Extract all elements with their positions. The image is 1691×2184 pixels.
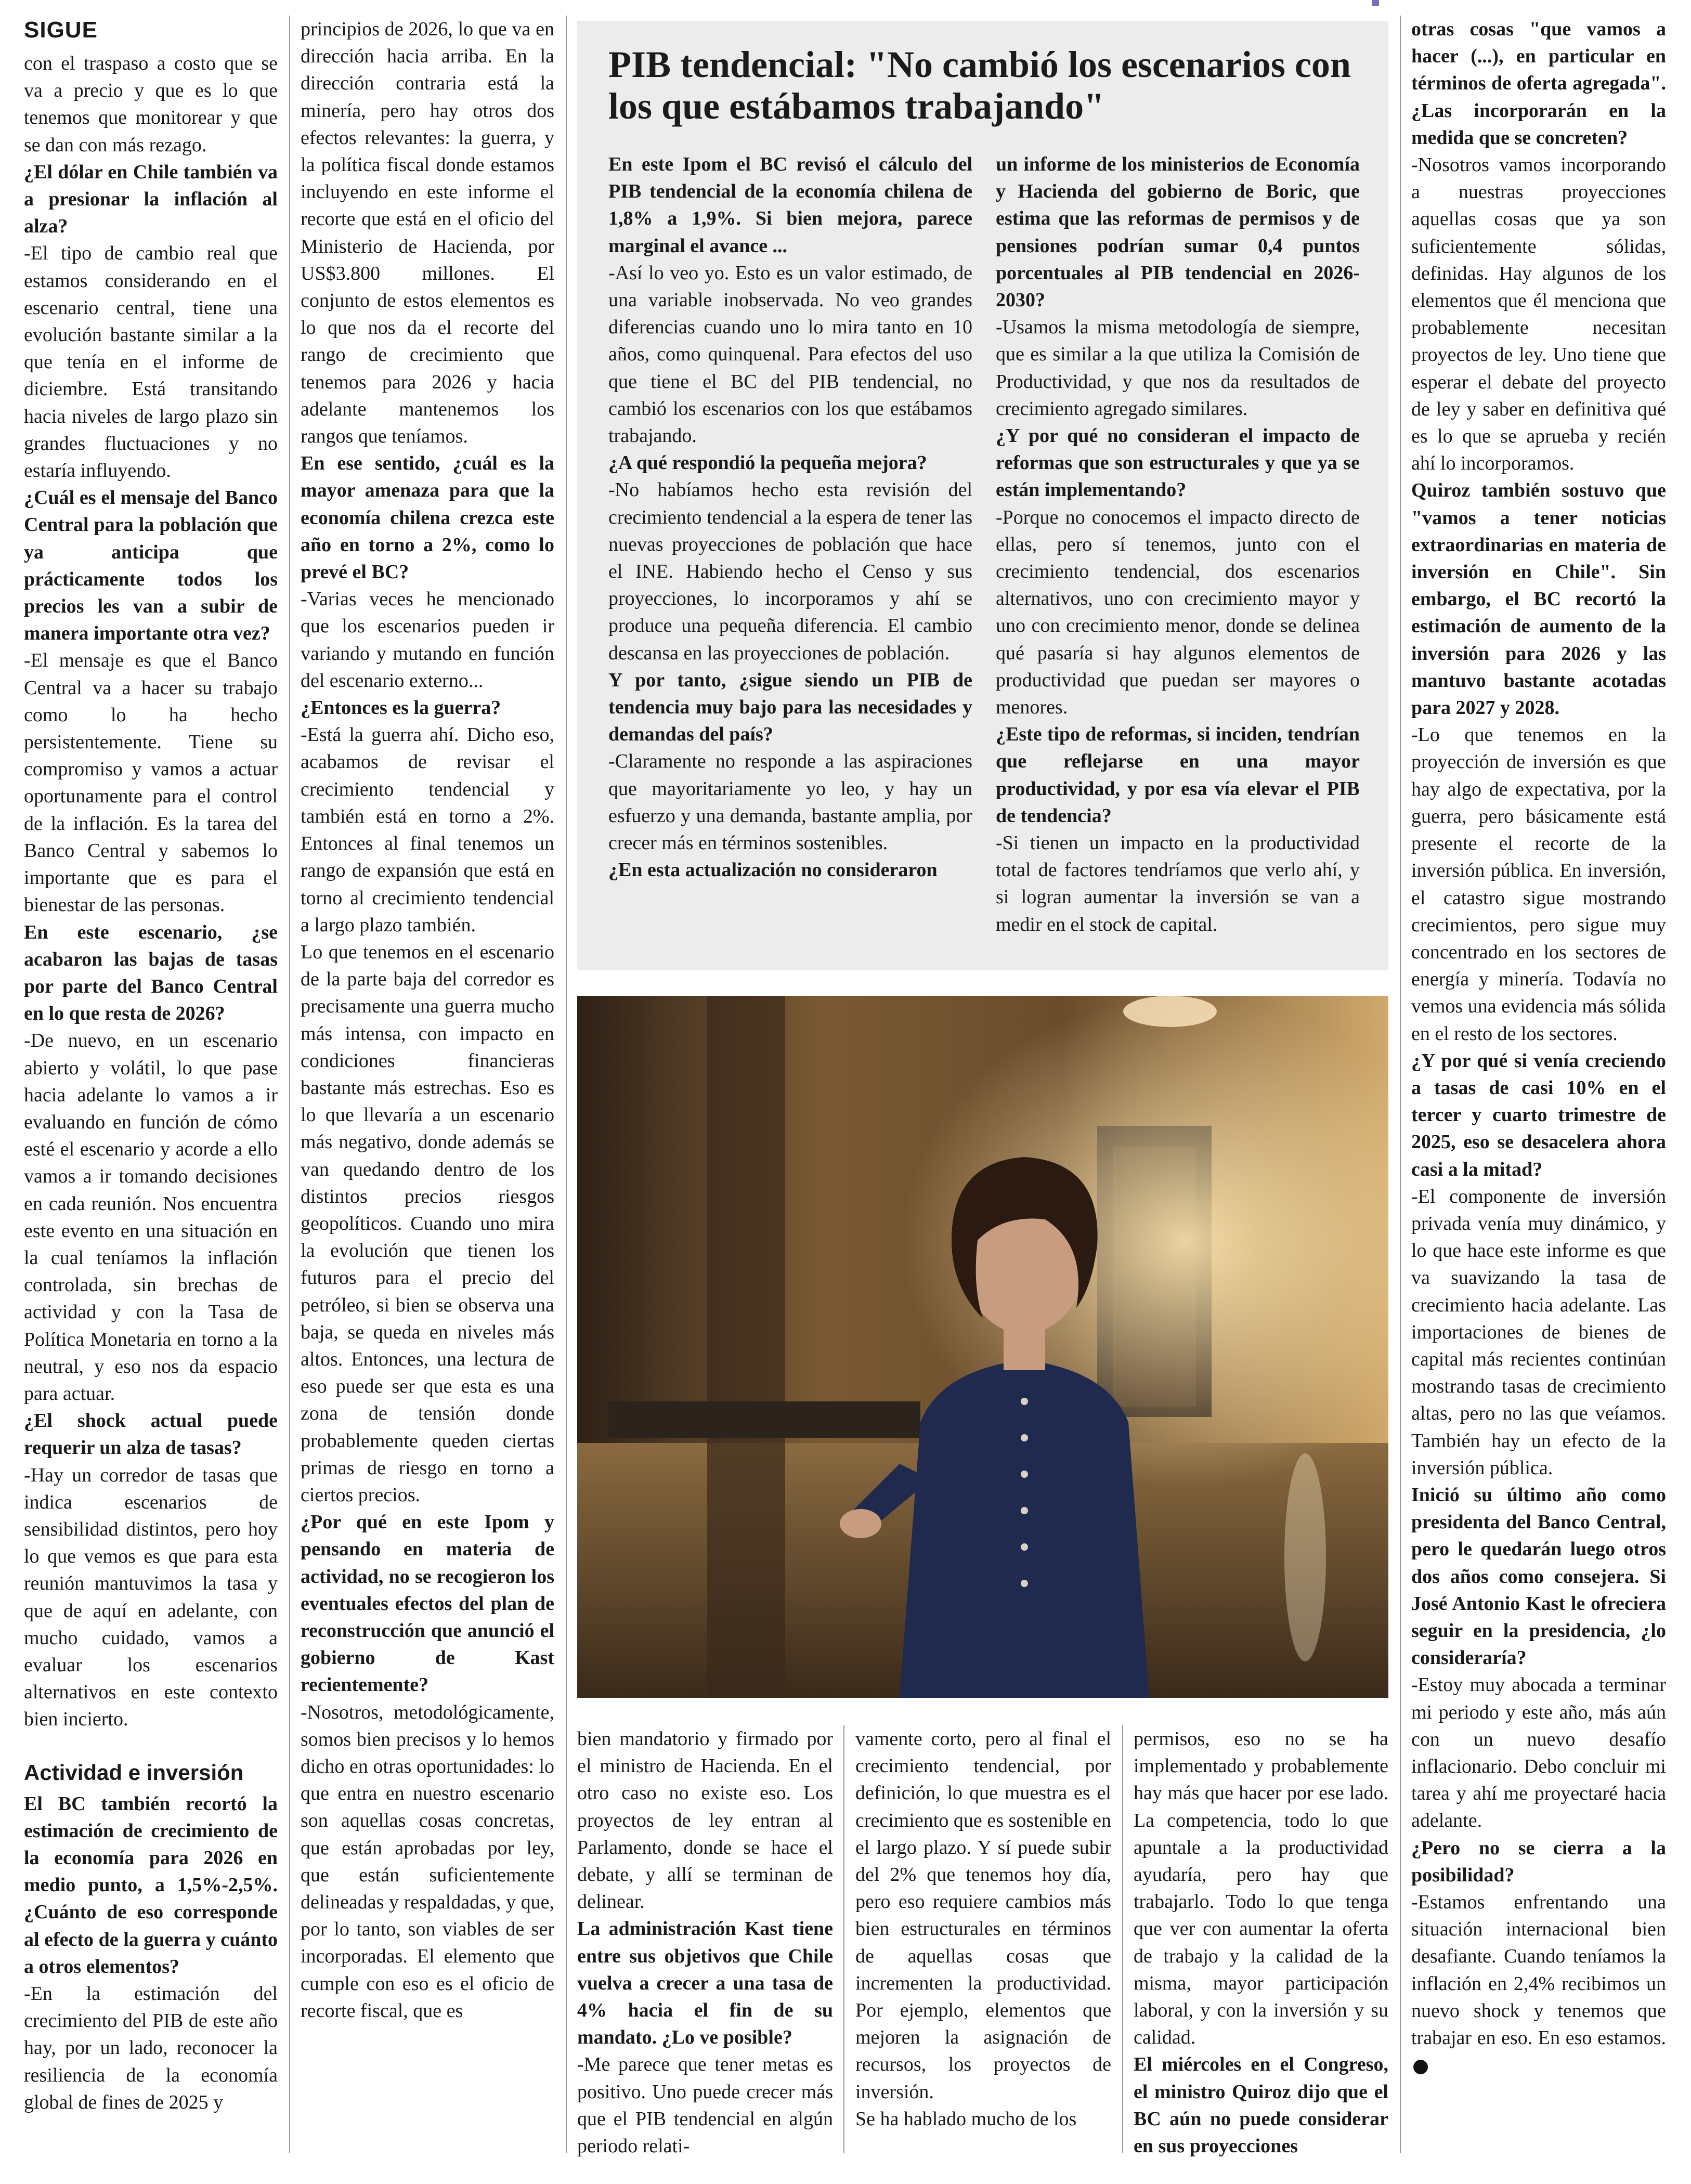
- question: En este Ipom el BC revisó el cálculo del PIB tendencial de la economía chilena de 1,8% a 1,9%. Si bien mejora, parece marginal el avance ...: [608, 153, 972, 257]
- column-divider: [289, 16, 290, 2153]
- answer: Lo que tenemos en el escenario de la parte baja del corredor es precisamente una guerra mucho más intensa, con impacto en condiciones financieras bastante más estrechas. Eso es lo que llevaría a un escenario más negativo, donde además se van quedando dentro de los distintos precios riesgos geopolíticos. Cuando uno mira la evolución que tienen los futuros para el precio del petróleo, si bien se observa una baja, se queda en niveles más altos. Entonces, una lectura de eso puede ser que esta es una zona de tensión donde probablemente queden ciertas primas de riesgo en torno a ciertos precios.: [301, 941, 554, 1506]
- portrait-photo: [577, 996, 1388, 1698]
- answer: -Estoy muy abocada a terminar mi periodo y este año, más aún con un nuevo desafío inflacionario. Debo concluir mi tarea y ahí me proyectaré hacia adelante.: [1411, 1674, 1666, 1832]
- question: En este escenario, ¿se acabaron las bajas de tasas por parte del Banco Central en lo que resta de 2026?: [24, 921, 278, 1025]
- box-title: PIB tendencial: "No cambió los escenarios con los que estábamos trabajando": [608, 44, 1351, 127]
- question: ¿Este tipo de reformas, si inciden, tendrían que reflejarse en una mayor productividad, y por esa vía elevar el PIB de tendencia?: [996, 723, 1360, 827]
- answer: -Usamos la misma metodología de siempre, que es similar a la que utiliza la Comisión de Productividad, y que nos da resultados de crecimiento agregado similares.: [996, 316, 1360, 420]
- column-3-bottom: [577, 1725, 833, 2160]
- answer: -Lo que tenemos en la proyección de inversión es que hay algo de expectativa, por la guerra, pero básicamente está presente el recorte de la inversión pública. En inversión, el catastro sigue mostrando crecimientos, pero sigue muy concentrado en los sectores de energía y minería. Todavía no vemos una evidencia más sólida en el resto de los sectores.: [1411, 724, 1666, 1045]
- column-divider: [566, 16, 567, 2153]
- answer: -Nosotros vamos incorporando a nuestras proyecciones aquellas cosas que ya son suficientemente sólidas, definidas. Hay algunos de los elementos que él menciona que probablemente necesitan proyectos de ley. Uno tiene que esperar el debate del proyecto de ley y saber en definitiva qué es lo que se aprueba y recién ahí lo incorporamos.: [1411, 154, 1666, 475]
- answer: -El tipo de cambio real que estamos considerando en el escenario central, tiene una evolución bastante similar a la que tenía en el informe de diciembre. Está transitando hacia niveles de largo plazo sin grandes fluctuaciones y no estaría influyendo.: [24, 242, 278, 482]
- answer: -En la estimación del crecimiento del PIB de este año hay, por un lado, reconocer la resiliencia de la economía global de fines de 2025 y: [24, 1983, 278, 2113]
- column-5-bottom: [1134, 1725, 1388, 2160]
- answer: [1411, 1889, 1666, 2078]
- answer: permisos, eso no se ha implementado y probablemente hay más que hacer por ese lado. La competencia, todo lo que apuntale a la productividad ayudaría, pero hay que trabajarlo. Todo lo que tenga que ver con aumentar la oferta de trabajo y la calidad de la misma, mayor participación laboral, y con la inversión y su calidad.: [1134, 1728, 1388, 2049]
- question: ¿El shock actual puede requerir un alza de tasas?: [24, 1410, 278, 1459]
- column-6: [1411, 16, 1666, 2078]
- question: ¿En esta actualización no consideraron: [608, 859, 938, 881]
- question: ¿Pero no se cierra a la posibilidad?: [1411, 1837, 1666, 1886]
- sidebar-box-pib-tendencial: [577, 21, 1388, 970]
- answer-text: -Estamos enfrentando una situación internacional bien desafiante. Cuando teníamos la inflación en 2,4% recibimos un nuevo shock y tenemos que trabajar en eso. En eso estamos.: [1411, 1891, 1666, 2049]
- answer: vamente corto, pero al final el crecimiento tendencial, por definición, lo que muestra es el crecimiento que es sostenible en el largo plazo. Y sí puede subir del 2% que tenemos hoy día, pero eso requiere cambios más bien estructurales en términos de aquellas cosas que incrementen la productividad. Por ejemplo, elementos que mejoren la asignación de recursos, los proyectos de inversión.: [855, 1728, 1111, 2103]
- answer: -Si tienen un impacto en la productividad total de factores tendríamos que verlo ahí, y si logran aumentar la inversión se van a medir en el stock de capital.: [996, 832, 1360, 935]
- answer: principios de 2026, lo que va en dirección hacia arriba. En la dirección contraria está la minería, pero hay otros dos efectos relevantes: la guerra, y la política fiscal donde estamos incluyendo en este informe el recorte que está en el oficio del Ministerio de Hacienda, por US$3.800 millones. El conjunto de estos elementos es lo que nos da el recorte del rango de crecimiento que tenemos para 2026 y hacia adelante mantenemos los rangos que teníamos.: [301, 18, 554, 448]
- question: ¿Cuál es el mensaje del Banco Central para la población que ya anticipa que prácticamente todos los precios les van a subir de manera importante otra vez?: [24, 487, 278, 645]
- question: En ese sentido, ¿cuál es la mayor amenaza para que la economía chilena crezca este año en torno a 2%, como lo prevé el BC?: [301, 452, 554, 583]
- answer: -El mensaje es que el Banco Central va a hacer su trabajo como lo ha hecho persistentemente. Tiene su compromiso y vamos a actuar oportunamente para el control de la inflación. Es la tarea del Banco Central y sabemos lo importante que es para el bienestar de las personas.: [24, 649, 278, 916]
- answer: -De nuevo, en un escenario abierto y volátil, lo que pase hacia adelante lo vamos a ir evaluando en función de cómo esté el escenario y acorde a ello vamos a ir tomando decisiones en cada reunión. Nos encuentra este evento en una situación en la cual teníamos la inflación controlada, sin brechas de actividad y con la Tasa de Política Monetaria en torno a la neutral, y eso nos da espacio para actuar.: [24, 1030, 278, 1405]
- column-divider: [1400, 16, 1401, 2153]
- box-column-1: [608, 151, 972, 883]
- column-1: [24, 16, 278, 2116]
- question: Quiroz también sostuvo que "vamos a tener noticias extraordinarias en materia de inversión en Chile". Sin embargo, el BC recortó la estimación de aumento de la inversión para 2026 y las mantuvo bastante acotadas para 2027 y 2028.: [1411, 479, 1666, 719]
- question: La administración Kast tiene entre sus objetivos que Chile vuelva a crecer a una tasa de 4% hacia el fin de su mandato. ¿Lo ve posible?: [577, 1918, 833, 2049]
- question: ¿Y por qué no consideran el impacto de reformas que son estructurales y que ya se están implementando?: [996, 425, 1360, 501]
- answer: -Me parece que tener metas es positivo. Uno puede crecer más que el PIB tendencial en algún periodo relati-: [577, 2053, 833, 2157]
- question: El miércoles en el Congreso, el ministro Quiroz dijo que el BC aún no puede considerar en sus proyecciones: [1134, 2053, 1388, 2157]
- answer: -Está la guerra ahí. Dicho eso, acabamos de revisar el crecimiento tendencial y también está en torno a 2%. Entonces al final tenemos un rango de expansión que está en torno al crecimiento tendencial a largo plazo también.: [301, 724, 554, 936]
- column-divider: [1122, 1725, 1123, 2153]
- question: Y por tanto, ¿sigue siendo un PIB de tendencia muy bajo para las necesidades y demandas del país?: [608, 669, 972, 746]
- answer: -Hay un corredor de tasas que indica escenarios de sensibilidad distintos, pero hoy lo que vemos es que para esta reunión mantuvimos la tasa y que de aquí en adelante, con mucho cuidado, vamos a evaluar los escenarios alternativos en este contexto bien incierto.: [24, 1464, 278, 1731]
- answer: -Nosotros, metodológicamente, somos bien precisos y lo hemos dicho en otras oportunidades: lo que entra en nuestro escenario son aquellas cosas concretas, que están aprobadas por ley, que están suficientemente delineadas y respaldadas, y que, por lo tanto, son viables de ser incorporadas. El elemento que cumple con eso es el oficio de recorte fiscal, que es: [301, 1701, 554, 2022]
- answer: bien mandatorio y firmado por el ministro de Hacienda. En el otro caso no existe eso. Los proyectos de ley entran al Parlamento, donde se hace el debate, y allí se terminan de delinear.: [577, 1728, 833, 1913]
- question: El BC también recortó la estimación de crecimiento de la economía para 2026 en medio punto, a 1,5%-2,5%. ¿Cuánto de eso corresponde al efecto de la guerra y cuánto a otros elementos?: [24, 1792, 278, 1978]
- column-divider: [843, 1725, 844, 2153]
- question: ¿Por qué en este Ipom y pensando en materia de actividad, no se recogieron los eventuales efectos del plan de reconstrucción que anunció el gobierno de Kast recientemente?: [301, 1511, 554, 1696]
- column-4-bottom: [855, 1725, 1111, 2133]
- answer: -Porque no conocemos el impacto directo de ellas, pero sí tenemos, junto con el crecimiento tendencial, dos escenarios alternativos, uno con crecimiento mayor y uno con crecimiento menor, donde se delinea qué pasaría si hay algunos elementos de productividad que puedan ser mayores o menores.: [996, 506, 1360, 719]
- end-of-article-mark: [1413, 2060, 1428, 2074]
- question: ¿Entonces es la guerra?: [301, 697, 501, 719]
- answer: Se ha hablado mucho de los: [855, 2108, 1077, 2130]
- question: ¿A qué respondió la pequeña mejora?: [608, 452, 927, 474]
- question: un informe de los ministerios de Economía y Hacienda del gobierno de Boric, que estima que las reformas de permisos y de pensiones podrían sumar 0,4 puntos porcentuales al PIB tendencial en 2026-2030?: [996, 153, 1360, 311]
- question: Inició su último año como presidenta del Banco Central, pero le quedarán luego otros dos años como consejera. Si José Antonio Kast le ofreciera seguir en la presidencia, ¿lo consideraría?: [1411, 1484, 1666, 1669]
- answer: -Claramente no responde a las aspiraciones que mayoritariamente yo leo, y hay un esfuerzo y una demanda, bastante amplia, por crecer más en términos sostenibles.: [608, 750, 972, 854]
- answer: -Así lo veo yo. Esto es un valor estimado, de una variable inobservada. No veo grandes diferencias cuando uno lo mira tanto en 10 años, como quinquenal. Para efectos del uso que tiene el BC del PIB tendencial, no cambió los escenarios con los que estábamos trabajando.: [608, 262, 972, 447]
- portrait-illustration: [577, 996, 1388, 1698]
- paragraph: con el traspaso a costo que se va a precio y que es lo que tenemos que monitorear y que se dan con más rezago.: [24, 53, 278, 156]
- section-subhead: Actividad e inversión: [24, 1760, 244, 1785]
- question: ¿El dólar en Chile también va a presionar la inflación al alza?: [24, 161, 278, 238]
- answer: -El componente de inversión privada venía muy dinámico, y lo que hace este informe es que va suavizando la tasa de crecimiento hacia adelante. Las importaciones de bienes de capital más recientes continúan mostrando tasas de crecimiento altas, pero no las que veíamos. También hay un efecto de la inversión pública.: [1411, 1185, 1666, 1479]
- column-2: [301, 16, 554, 2024]
- answer: -No habíamos hecho esta revisión del crecimiento tendencial a la espera de tener las nuevas proyecciones de población que hace el INE. Habiendo hecho el Censo y sus proyecciones, lo incorporamos y ahí se produce una pequeña diferencia. El cambio descansa en las proyecciones de población.: [608, 479, 972, 664]
- page-corner-mark: [1372, 0, 1379, 6]
- sigue-label: SIGUE: [24, 17, 98, 43]
- question: ¿Y por qué si venía creciendo a tasas de casi 10% en el tercer y cuarto trimestre de 2025, eso se desacelera ahora casi a la mitad?: [1411, 1049, 1666, 1180]
- answer: -Varias veces he mencionado que los escenarios pueden ir variando y mutando en función del escenario externo...: [301, 588, 554, 692]
- question: otras cosas "que vamos a hacer (...), en particular en términos de oferta agregada". ¿Las incorporarán en la medida que se concreten?: [1411, 18, 1666, 149]
- box-column-2: [996, 151, 1360, 938]
